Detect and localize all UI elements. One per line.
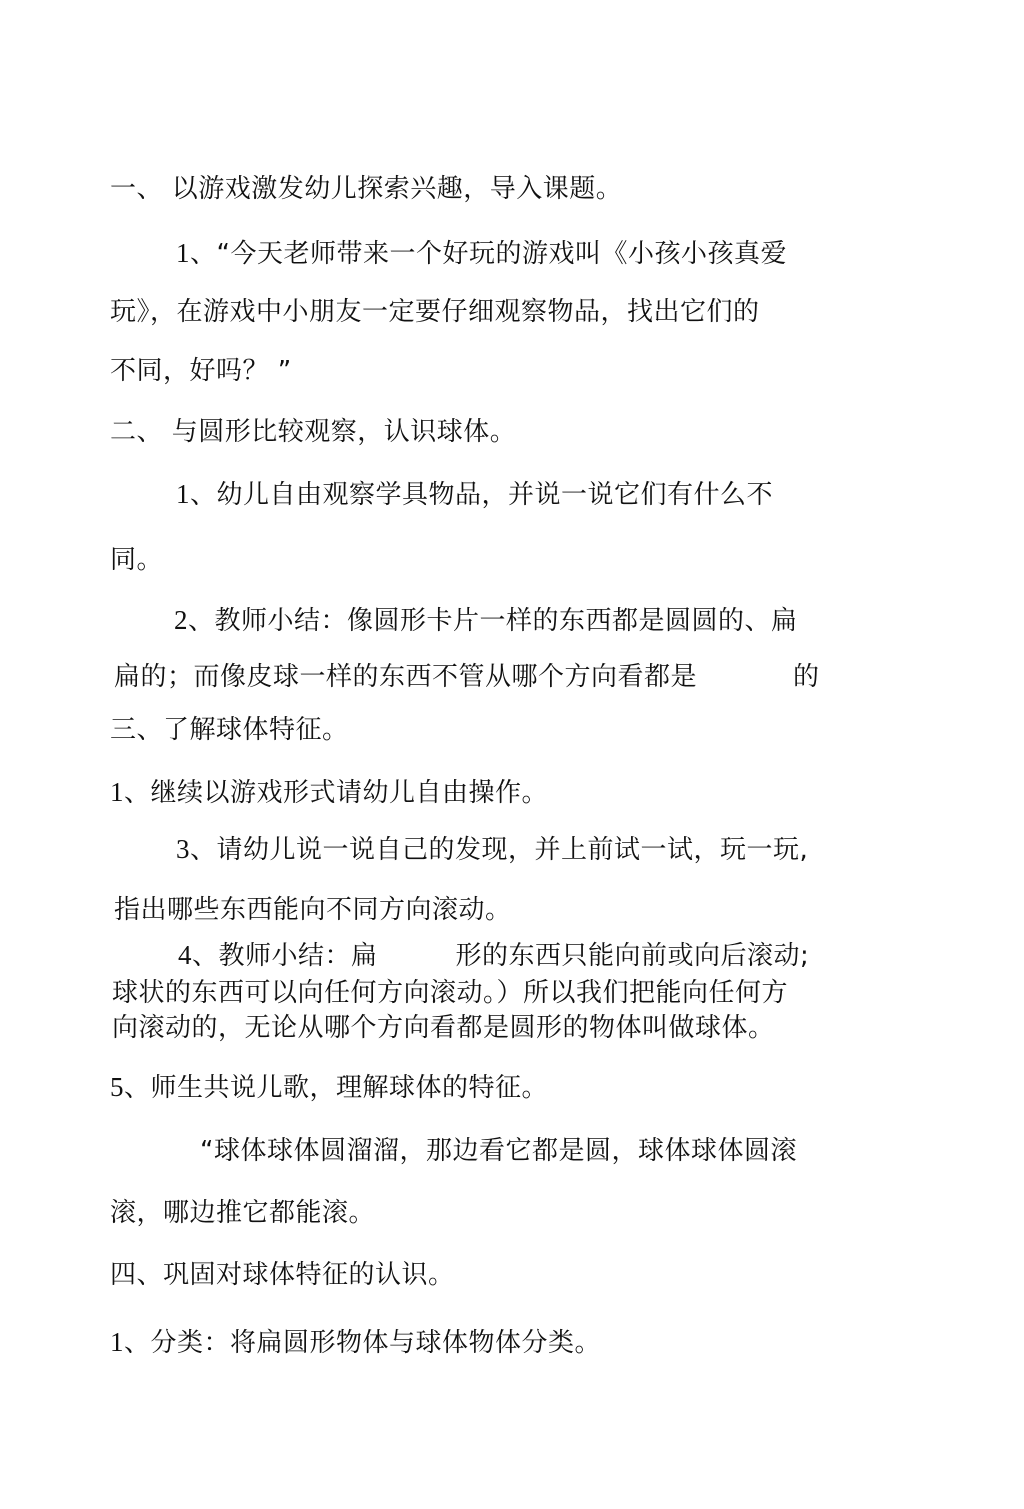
paragraph-line: 球状的东西可以向任何方向滚动。）所以我们把能向任何方 — [112, 978, 789, 1008]
rhyme-line: “球体球体圆溜溜，那边看它都是圆，球体球体圆滚 — [200, 1136, 797, 1166]
section-heading-1: 一、 以游戏激发幼儿探索兴趣，导入课题。 — [110, 174, 623, 204]
paragraph-line: 同。 — [110, 545, 164, 575]
section-heading-3: 三、了解球体特征。 — [110, 715, 349, 745]
paragraph-line: 不同，好吗？ ” — [110, 356, 292, 386]
paragraph-line: 1、分类：将扁圆形物体与球体物体分类。 — [110, 1327, 602, 1358]
paragraph-line: 扁的；而像皮球一样的东西不管从哪个方向看都是 的 — [114, 662, 820, 692]
paragraph-line: 1、“今天老师带来一个好玩的游戏叫《小孩小孩真爱 — [176, 238, 787, 269]
section-heading-2: 二、 与圆形比较观察，认识球体。 — [110, 417, 517, 447]
section-heading-4: 四、巩固对球体特征的认识。 — [110, 1260, 455, 1290]
paragraph-line: 2、教师小结：像圆形卡片一样的东西都是圆圆的、扁 — [174, 605, 798, 636]
paragraph-line: 5、师生共说儿歌，理解球体的特征。 — [110, 1072, 549, 1103]
paragraph-line: 指出哪些东西能向不同方向滚动。 — [114, 895, 512, 925]
paragraph-line: 3、请幼儿说一说自己的发现，并上前试一试，玩一玩, — [176, 834, 809, 865]
rhyme-line: 滚，哪边推它都能滚。 — [110, 1198, 376, 1228]
paragraph-line: 4、教师小结：扁 形的东西只能向前或向后滚动; — [178, 940, 810, 971]
paragraph-line: 向滚动的，无论从哪个方向看都是圆形的物体叫做球体。 — [112, 1013, 775, 1043]
paragraph-line: 1、幼儿自由观察学具物品，并说一说它们有什么不 — [176, 479, 774, 510]
paragraph-line: 1、继续以游戏形式请幼儿自由操作。 — [110, 777, 549, 808]
paragraph-line: 玩》，在游戏中小朋友一定要仔细观察物品，找出它们的 — [110, 297, 760, 327]
